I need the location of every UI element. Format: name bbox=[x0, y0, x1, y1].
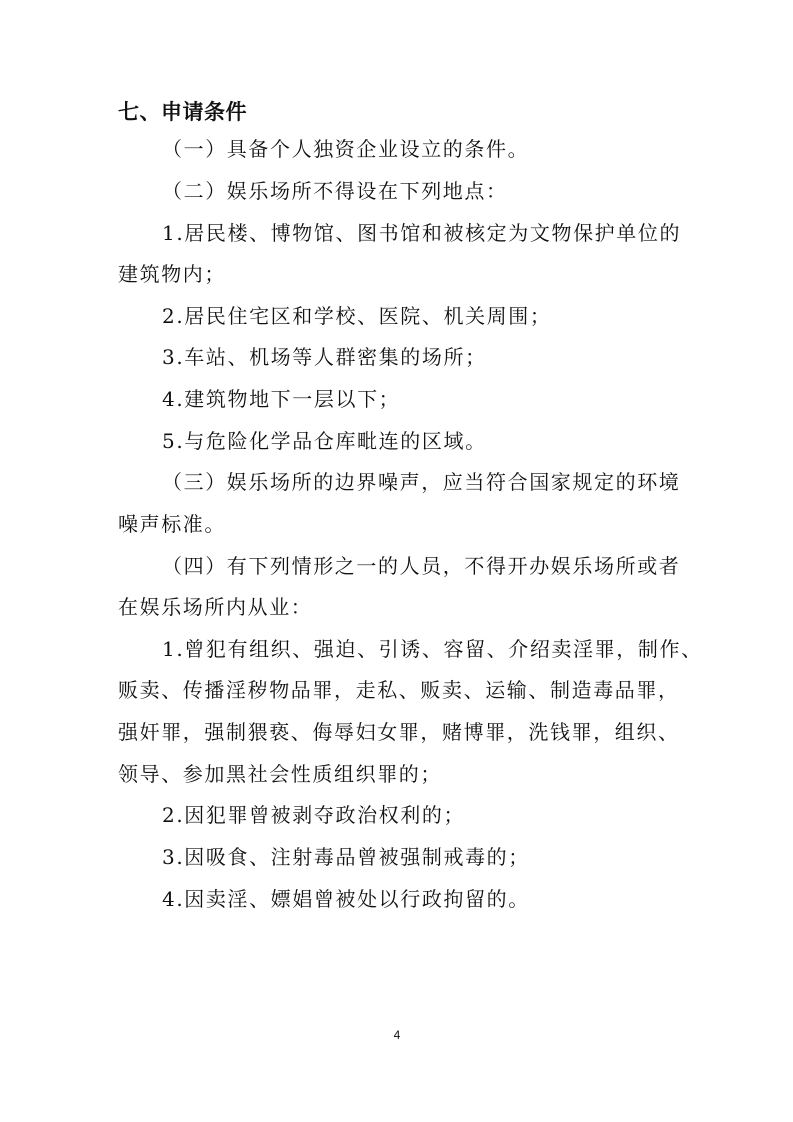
list-item-continuation: 领导、参加黑社会性质组织罪的； bbox=[118, 762, 442, 786]
list-item: 1.居民楼、博物馆、图书馆和被核定为文物保护单位的 bbox=[162, 221, 682, 245]
paragraph-continuation: 在娱乐场所内从业： bbox=[118, 595, 313, 619]
list-item: 5.与危险化学品仓库毗连的区域。 bbox=[162, 429, 487, 453]
list-item-continuation: 建筑物内； bbox=[118, 262, 226, 286]
paragraph-line: （一）具备个人独资企业设立的条件。 bbox=[162, 137, 530, 161]
list-item: 1.曾犯有组织、强迫、引诱、容留、介绍卖淫罪，制作、 bbox=[162, 637, 703, 661]
page-number: 4 bbox=[393, 1028, 401, 1042]
list-item: 2.因犯罪曾被剥夺政治权利的； bbox=[162, 803, 466, 827]
list-item: 3.车站、机场等人群密集的场所； bbox=[162, 345, 487, 369]
paragraph-line: （三）娱乐场所的边界噪声，应当符合国家规定的环境 bbox=[162, 470, 681, 494]
list-item: 4.建筑物地下一层以下； bbox=[162, 387, 401, 411]
list-item: 4.因卖淫、嫖娼曾被处以行政拘留的。 bbox=[162, 887, 530, 911]
list-item-continuation: 强奸罪，强制猥亵、侮辱妇女罪，赌博罪，洗钱罪，组织、 bbox=[118, 720, 680, 744]
paragraph-line: （四）有下列情形之一的人员，不得开办娱乐场所或者 bbox=[162, 554, 681, 578]
section-heading: 七、申请条件 bbox=[118, 100, 247, 124]
paragraph-line: （二）娱乐场所不得设在下列地点： bbox=[162, 179, 508, 203]
list-item: 3.因吸食、注射毒品曾被强制戒毒的； bbox=[162, 845, 530, 869]
paragraph-continuation: 噪声标准。 bbox=[118, 512, 226, 536]
list-item: 2.居民住宅区和学校、医院、机关周围； bbox=[162, 304, 552, 328]
list-item-continuation: 贩卖、传播淫秽物品罪，走私、贩卖、运输、制造毒品罪， bbox=[118, 678, 680, 702]
